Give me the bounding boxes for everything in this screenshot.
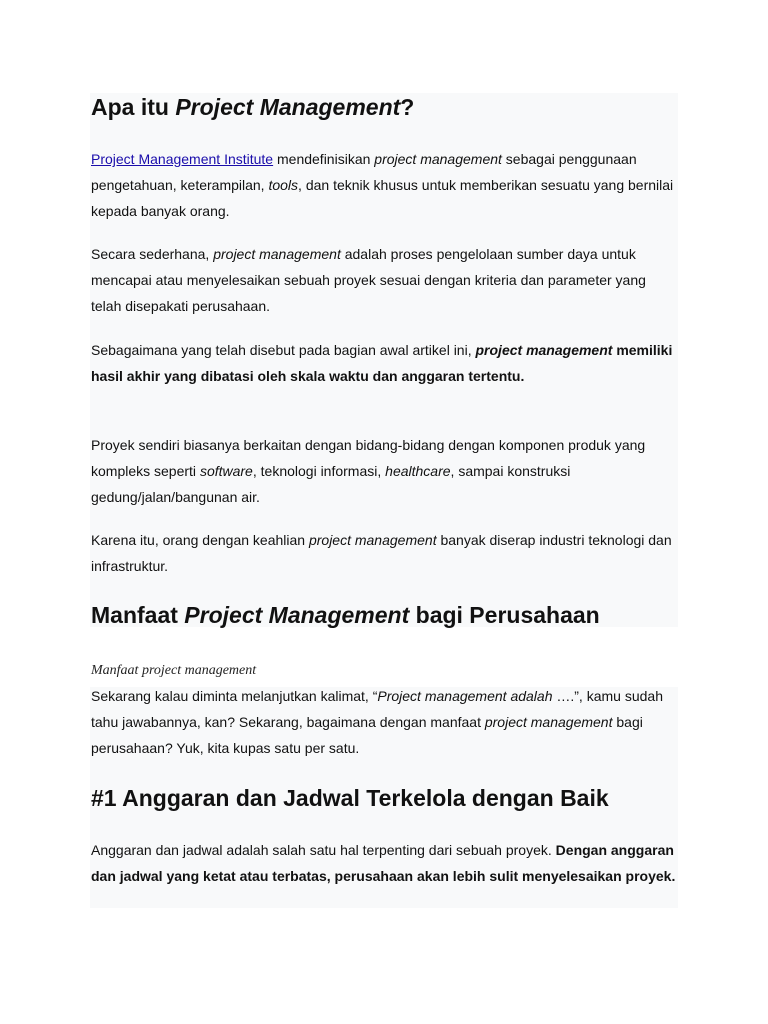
heading-what-is-pm: Apa itu Project Management? [91,94,415,120]
image-caption: Manfaat project management [91,663,257,678]
paragraph-budget: Anggaran dan jadwal adalah salah satu hal terpenting dari sebuah proyek. Dengan anggaran dan jadwal yang ketat atau terbatas, perusahaan akan lebih sulit menyelesaikan proyek. [91,842,676,884]
heading-benefit-1: #1 Anggaran dan Jadwal Terkelola dengan Baik [91,785,609,811]
paragraph-simple-definition: Secara sederhana, project management adalah proses pengelolaan sumber daya untuk mencapai atau menyelesaikan sebuah proyek sesuai dengan kriteria dan parameter yang telah disepakati perusahaan. [91,246,646,314]
link-pmi[interactable]: Project Management Institute [91,151,274,167]
paragraph-definition: Project Management Institute mendefinisikan project management sebagai penggunaan pengetahuan, keterampilan, tools, dan teknik khusus untuk memberikan sesuatu yang bernilai kepada banyak orang. [91,151,674,219]
paragraph-result: Sebagaimana yang telah disebut pada bagian awal artikel ini, project management memiliki hasil akhir yang dibatasi oleh skala waktu dan anggaran tertentu. [91,342,673,384]
paragraph-fields: Proyek sendiri biasanya berkaitan dengan bidang-bidang dengan komponen produk yang kompleks seperti software, teknologi informasi, healthcare, sampai konstruksi gedung/jalan/bangunan air. [91,437,646,505]
heading-benefits: Manfaat Project Management bagi Perusahaan [91,602,600,628]
paragraph-benefits-intro: Sekarang kalau diminta melanjutkan kalimat, “Project management adalah ….”, kamu sudah tahu jawabannya, kan? Sekarang, bagaimana dengan manfaat project management bagi perusahaan? Yuk, kita kupas satu per satu. [91,688,663,756]
paragraph-industry: Karena itu, orang dengan keahlian project management banyak diserap industri teknologi dan infrastruktur. [91,532,672,574]
